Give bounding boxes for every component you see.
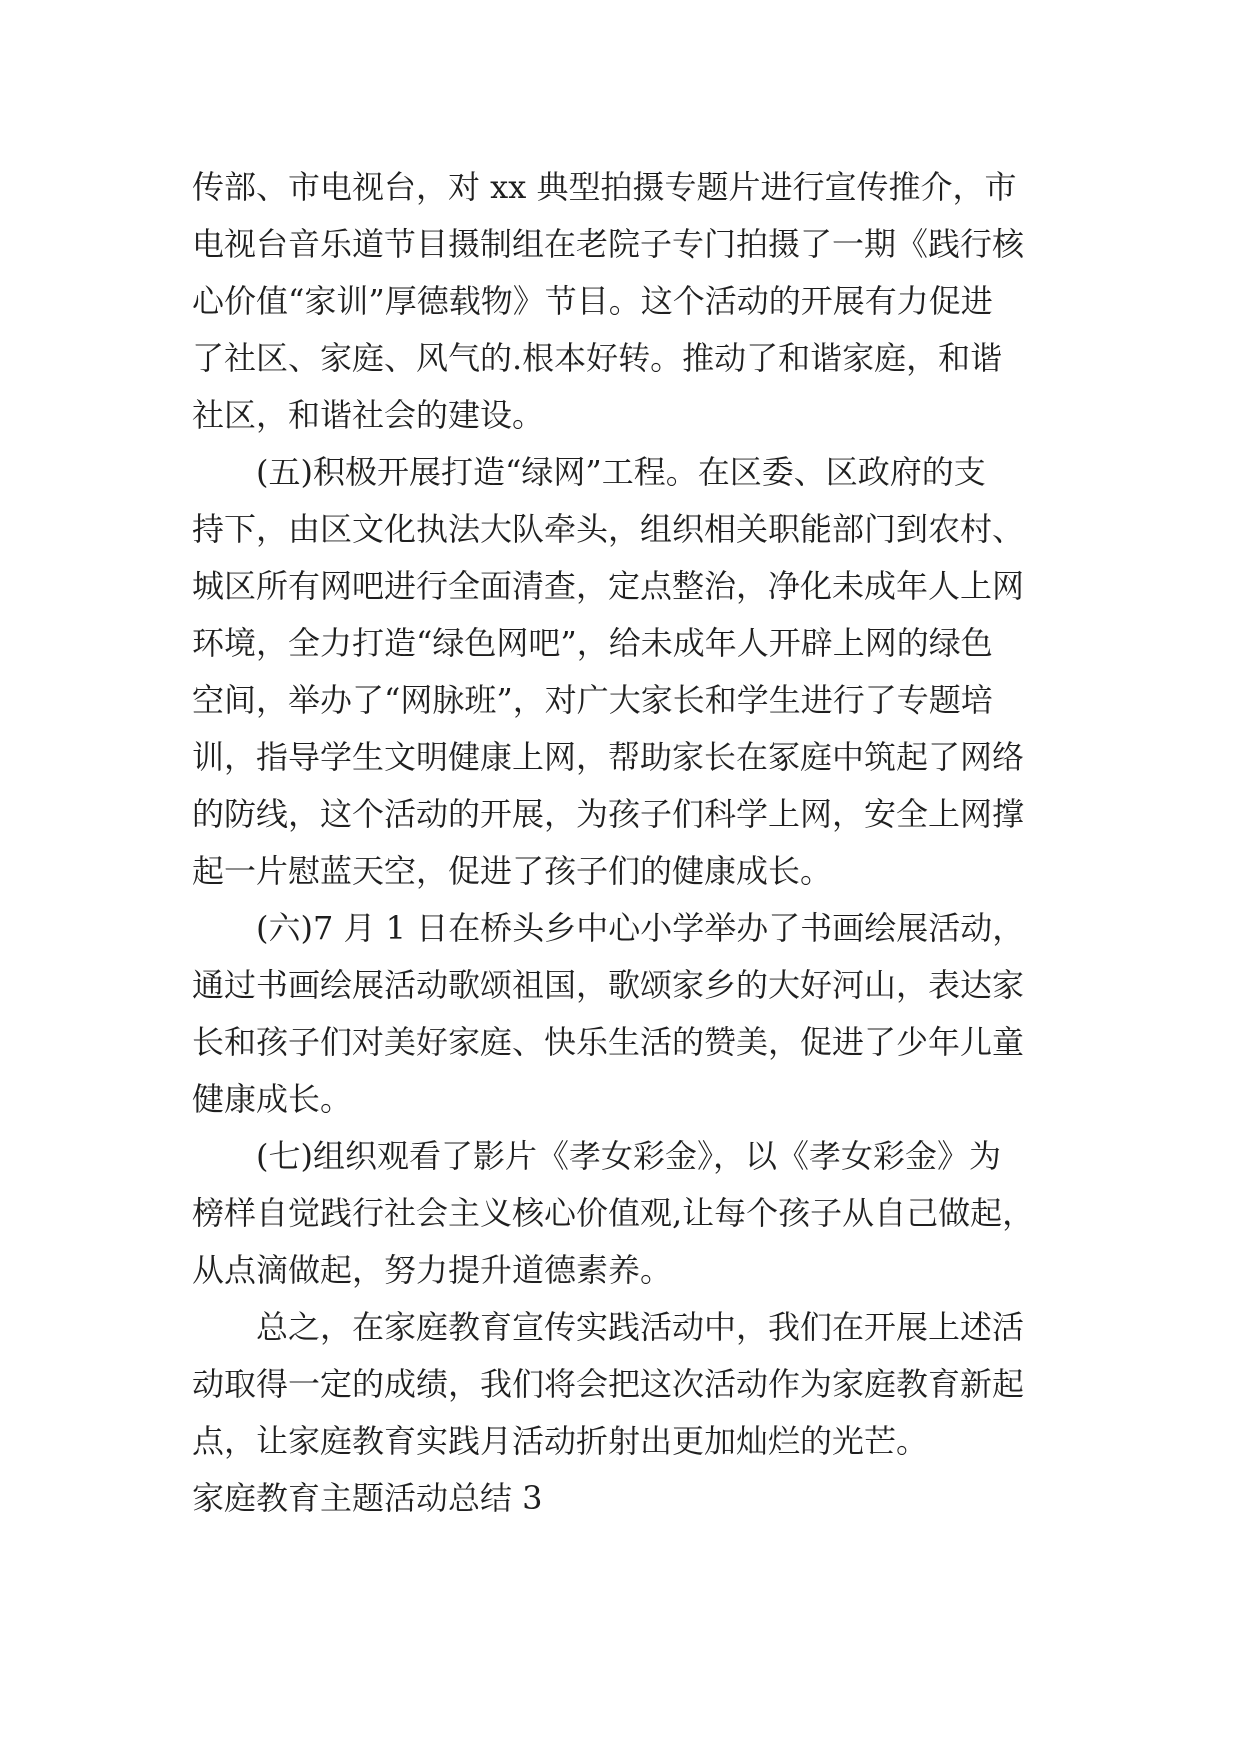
text-line: (七)组织观看了影片《孝女彩金》，以《孝女彩金》为	[256, 1137, 1001, 1175]
text-line: 空间，举办了“网脉班”，对广大家长和学生进行了专题培	[192, 681, 993, 719]
text-line: 训，指导学生文明健康上网，帮助家长在冢庭中筑起了网络	[192, 738, 1025, 776]
section-heading: 家庭教育主题活动总结 3	[192, 1479, 543, 1517]
paragraph	[192, 1299, 1052, 1470]
paragraph	[192, 444, 1052, 900]
text-line: 点，让家庭教育实践月活动折射出更加灿烂的光芒。	[192, 1422, 929, 1460]
text-line: (六)7 月 1 日在桥头乡中心小学举办了书画绘展活动，	[256, 909, 1025, 947]
paragraph	[192, 159, 1052, 444]
text-line: 起一片慰蓝天空，促进了孩子们的健康成长。	[192, 852, 833, 890]
text-line: (五)积极开展打造“绿网”工程。在区委、区政府的支	[256, 453, 986, 491]
text-line: 的防线，这个活动的开展，为孩子们科学上网，安全上网撑	[192, 795, 1025, 833]
text-line: 社区，和谐社会的建设。	[192, 396, 545, 434]
text-line: 电视台音乐道节目摄制组在老院子专门拍摄了一期《践行核	[192, 225, 1025, 263]
text-line: 动取得一定的成绩，我们将会把这次活动作为家庭教育新起	[192, 1365, 1025, 1403]
document-body	[192, 159, 1052, 1527]
text-line: 环境，全力打造“绿色网吧”，给未成年人开辟上网的绿色	[192, 624, 993, 662]
text-line: 了社区、家庭、风气的.根本好转。推动了和谐家庭，和谐	[192, 339, 1003, 377]
text-line: 从点滴做起，努力提升道德素养。	[192, 1251, 673, 1289]
text-line: 长和孩子们对美好家庭、快乐生活的赞美，促进了少年儿童	[192, 1023, 1025, 1061]
text-line: 持下，由区文化执法大队牵头，组织相关职能部门到农村、	[192, 510, 1025, 548]
text-line: 健康成长。	[192, 1080, 353, 1118]
text-line: 榜样自觉践行社会主义核心价值观,让每个孩子从自己做起，	[192, 1194, 1035, 1232]
paragraph	[192, 1128, 1052, 1299]
text-line: 总之，在家庭教育宣传实践活动中，我们在开展上述活	[256, 1308, 1025, 1346]
text-line: 通过书画绘展活动歌颂祖国，歌颂家乡的大好河山，表达家	[192, 966, 1025, 1004]
text-line: 城区所有网吧进行全面清查，定点整治，净化未成年人上网	[192, 567, 1025, 605]
text-line: 传部、市电视台，对 xx 典型拍摄专题片进行宣传推介，市	[192, 168, 1017, 206]
text-line: 心价值“家训”厚德载物》节目。这个活动的开展有力促进	[192, 282, 993, 320]
paragraph	[192, 900, 1052, 1128]
